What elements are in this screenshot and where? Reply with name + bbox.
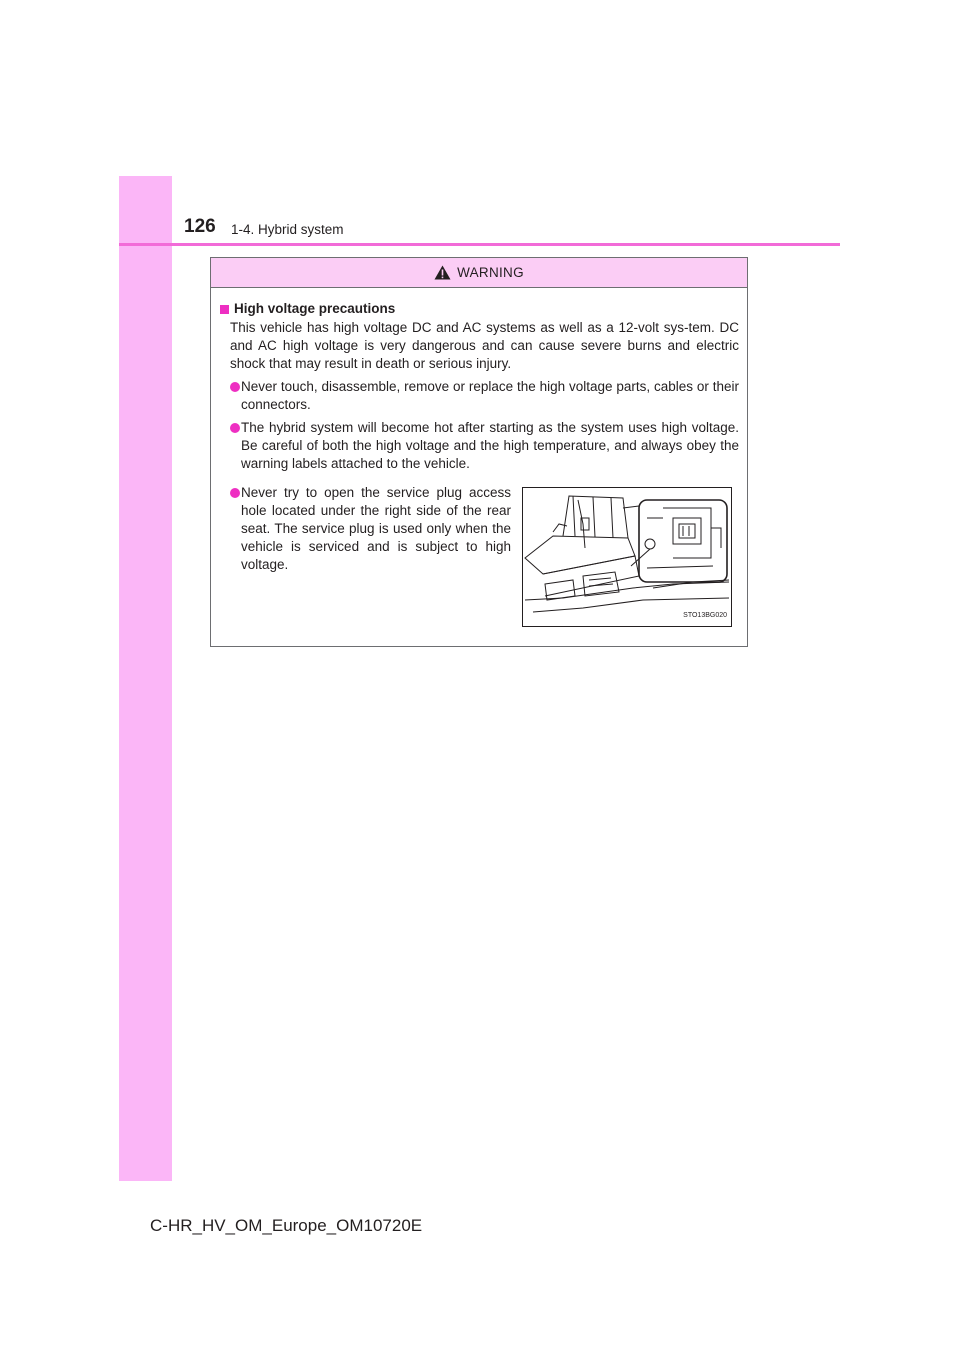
figure-code: STO13BG020 — [683, 612, 727, 619]
warning-bullet-text: The hybrid system will become hot after starting as the system uses high voltage. Be careful of both the high voltage and the high temperature, and always obey the warning labels attached to the vehicle. — [241, 420, 739, 471]
warning-box — [210, 257, 748, 647]
warning-label: WARNING — [457, 265, 524, 280]
warning-bullet-text: Never try to open the service plug access hole located under the right side of the rear seat. The service plug is used only when the vehicle is serviced and is subject to high voltage. — [241, 485, 511, 572]
page-sidebar — [119, 176, 172, 1181]
circle-bullet-icon — [230, 382, 240, 392]
warning-header — [211, 258, 747, 288]
page-header — [119, 176, 840, 246]
circle-bullet-icon — [230, 488, 240, 498]
circle-bullet-icon — [230, 423, 240, 433]
warning-heading — [220, 300, 739, 318]
warning-triangle-icon — [434, 265, 451, 280]
warning-split-row — [220, 484, 739, 627]
header-rule — [119, 243, 840, 246]
warning-bullet-text: Never touch, disassemble, remove or replace the high voltage parts, cables or their connectors. — [241, 379, 739, 412]
document-id: C-HR_HV_OM_Europe_OM10720E — [150, 1216, 423, 1235]
warning-body — [211, 288, 747, 627]
service-plug-illustration — [522, 487, 732, 627]
section-title: 1-4. Hybrid system — [231, 222, 344, 237]
warning-bullet — [220, 419, 739, 473]
square-bullet-icon — [220, 305, 229, 314]
warning-bullet — [220, 484, 511, 627]
rear-seat-drawing — [523, 488, 731, 626]
warning-heading-text: High voltage precautions — [234, 301, 396, 316]
warning-intro: This vehicle has high voltage DC and AC systems as well as a 12-volt sys-tem. DC and AC high voltage is very dangerous and can cause severe burns and electric shock that may result in death or serious injury. — [230, 320, 739, 371]
page-number: 126 — [184, 216, 216, 237]
warning-bullet — [220, 378, 739, 414]
